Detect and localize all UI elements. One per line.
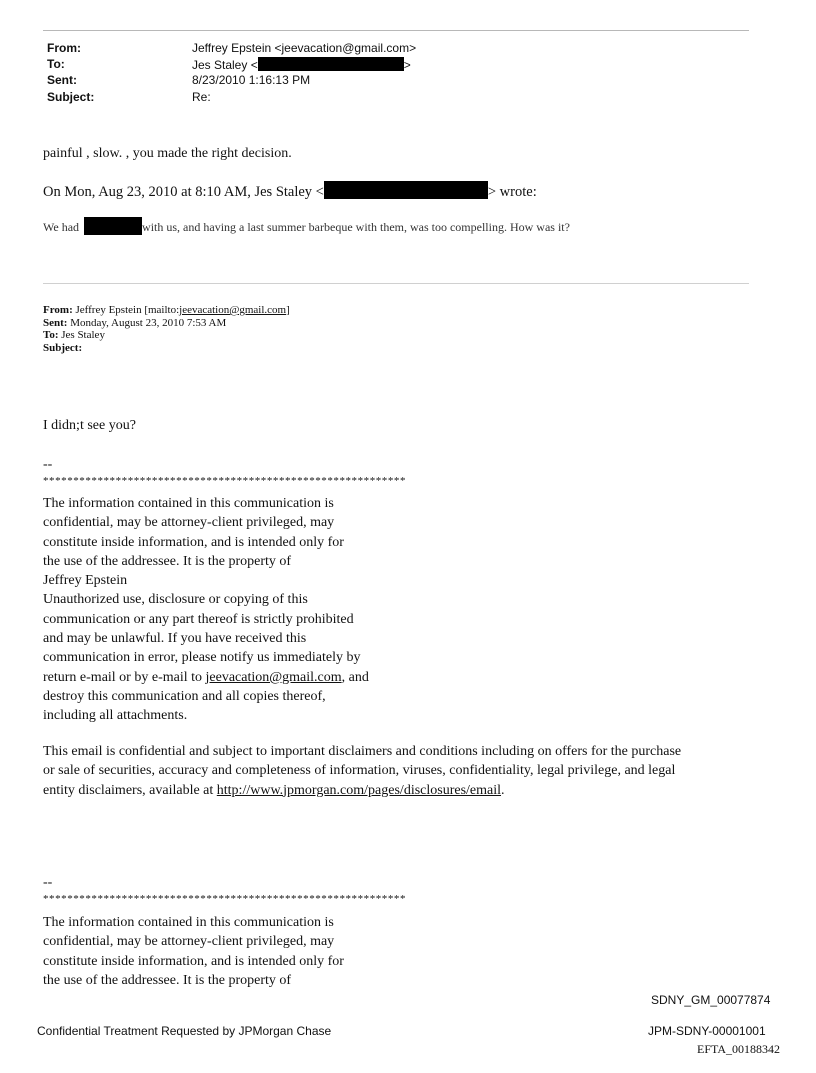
inner-message: I didn;t see you?	[43, 418, 136, 433]
to-value	[192, 57, 411, 72]
efta-number: EFTA_00188342	[697, 1042, 781, 1056]
quoted-before: We had	[43, 220, 80, 234]
signature2-line: The information contained in this communication is	[43, 915, 334, 930]
to-prefix: Jes Staley <	[192, 58, 258, 72]
signature-line: including all attachments.	[43, 708, 188, 724]
redaction-block	[324, 181, 488, 199]
to-suffix: >	[403, 58, 411, 72]
top-divider	[43, 30, 749, 31]
quoted-line	[43, 217, 570, 236]
reply-line: painful , slow. , you made the right decision.	[43, 146, 292, 161]
bates-sdny: SDNY_GM_00077874	[651, 993, 771, 1007]
from-label: From:	[47, 41, 81, 55]
signature-line: Unauthorized use, disclosure or copying of this	[43, 592, 308, 608]
inner-sent-label: Sent:	[43, 316, 68, 329]
quote-intro	[43, 181, 537, 202]
signature-dashes: --	[43, 457, 53, 472]
redaction-block	[258, 57, 404, 71]
signature-line: The information contained in this communication is	[43, 496, 334, 511]
inner-sent-value: Monday, August 23, 2010 7:53 AM	[70, 316, 227, 329]
signature2-line: the use of the addressee. It is the property of	[43, 972, 292, 988]
return-prefix: return e-mail or by e-mail to	[43, 669, 206, 685]
signature-line: confidential, may be attorney-client privileged, may	[43, 515, 335, 531]
disclaimer-prefix: entity disclaimers, available at	[43, 782, 217, 798]
inner-from-name: Jeffrey Epstein [mailto:	[75, 304, 180, 316]
quoted-after: with us, and having a last summer barbeque with them, was too compelling. How was it?	[142, 220, 570, 234]
sent-label: Sent:	[47, 73, 77, 87]
inner-from-label: From:	[43, 304, 73, 316]
sent-value: 8/23/2010 1:16:13 PM	[192, 73, 311, 87]
disclosures-link[interactable]: http://www.jpmorgan.com/pages/disclosures/email	[216, 782, 502, 798]
signature-line: and may be unlawful. If you have received this	[43, 631, 307, 647]
signature-return-line	[43, 668, 369, 687]
subject-value: Re:	[192, 90, 211, 104]
disclaimer-line: or sale of securities, accuracy and completeness of information, viruses, confidentiality, legal privilege, and legal	[43, 763, 676, 779]
subject-label: Subject:	[47, 90, 95, 104]
redaction-block	[84, 217, 142, 235]
signature2-stars: ************************************************************	[43, 893, 406, 905]
inner-from-email-link[interactable]: jeevacation@gmail.com	[179, 304, 287, 316]
inner-to-value: Jes Staley	[61, 329, 105, 341]
disclaimer-suffix: .	[501, 782, 505, 798]
quote-intro-after: > wrote:	[487, 184, 537, 200]
signature2-line: confidential, may be attorney-client privileged, may	[43, 934, 335, 950]
signature2-dashes: --	[43, 875, 53, 890]
signature-line: constitute inside information, and is intended only for	[43, 534, 344, 550]
mid-divider	[43, 283, 749, 284]
return-suffix: , and	[341, 669, 369, 685]
signature-line: Jeffrey Epstein	[43, 573, 128, 589]
signature-stars: ************************************************************	[43, 475, 406, 487]
bates-jpm: JPM-SDNY-00001001	[648, 1024, 766, 1038]
inner-to-label: To:	[43, 329, 59, 341]
confidential-footer: Confidential Treatment Requested by JPMorgan Chase	[37, 1024, 332, 1038]
inner-subject-label: Subject:	[43, 341, 83, 354]
signature-block	[43, 494, 369, 726]
inner-from-close: ]	[286, 304, 290, 316]
signature-line: destroy this communication and all copies thereof,	[43, 688, 326, 704]
inner-header	[43, 304, 290, 354]
from-value: Jeffrey Epstein <jeevacation@gmail.com>	[192, 41, 417, 55]
quote-intro-before: On Mon, Aug 23, 2010 at 8:10 AM, Jes Staley <	[43, 184, 324, 200]
signature-email-link[interactable]: jeevacation@gmail.com	[205, 669, 342, 685]
to-label: To:	[47, 57, 65, 71]
signature2-block	[43, 913, 344, 990]
signature-line: communication in error, please notify us immediately by	[43, 650, 361, 666]
disclaimer-block	[43, 742, 681, 800]
disclaimer-line-3	[43, 781, 681, 800]
signature-line: communication or any part thereof is strictly prohibited	[43, 611, 354, 627]
disclaimer-line: This email is confidential and subject to important disclaimers and conditions including on offers for the purchase	[43, 744, 682, 759]
signature-line: the use of the addressee. It is the property of	[43, 553, 292, 569]
signature2-line: constitute inside information, and is intended only for	[43, 953, 344, 969]
